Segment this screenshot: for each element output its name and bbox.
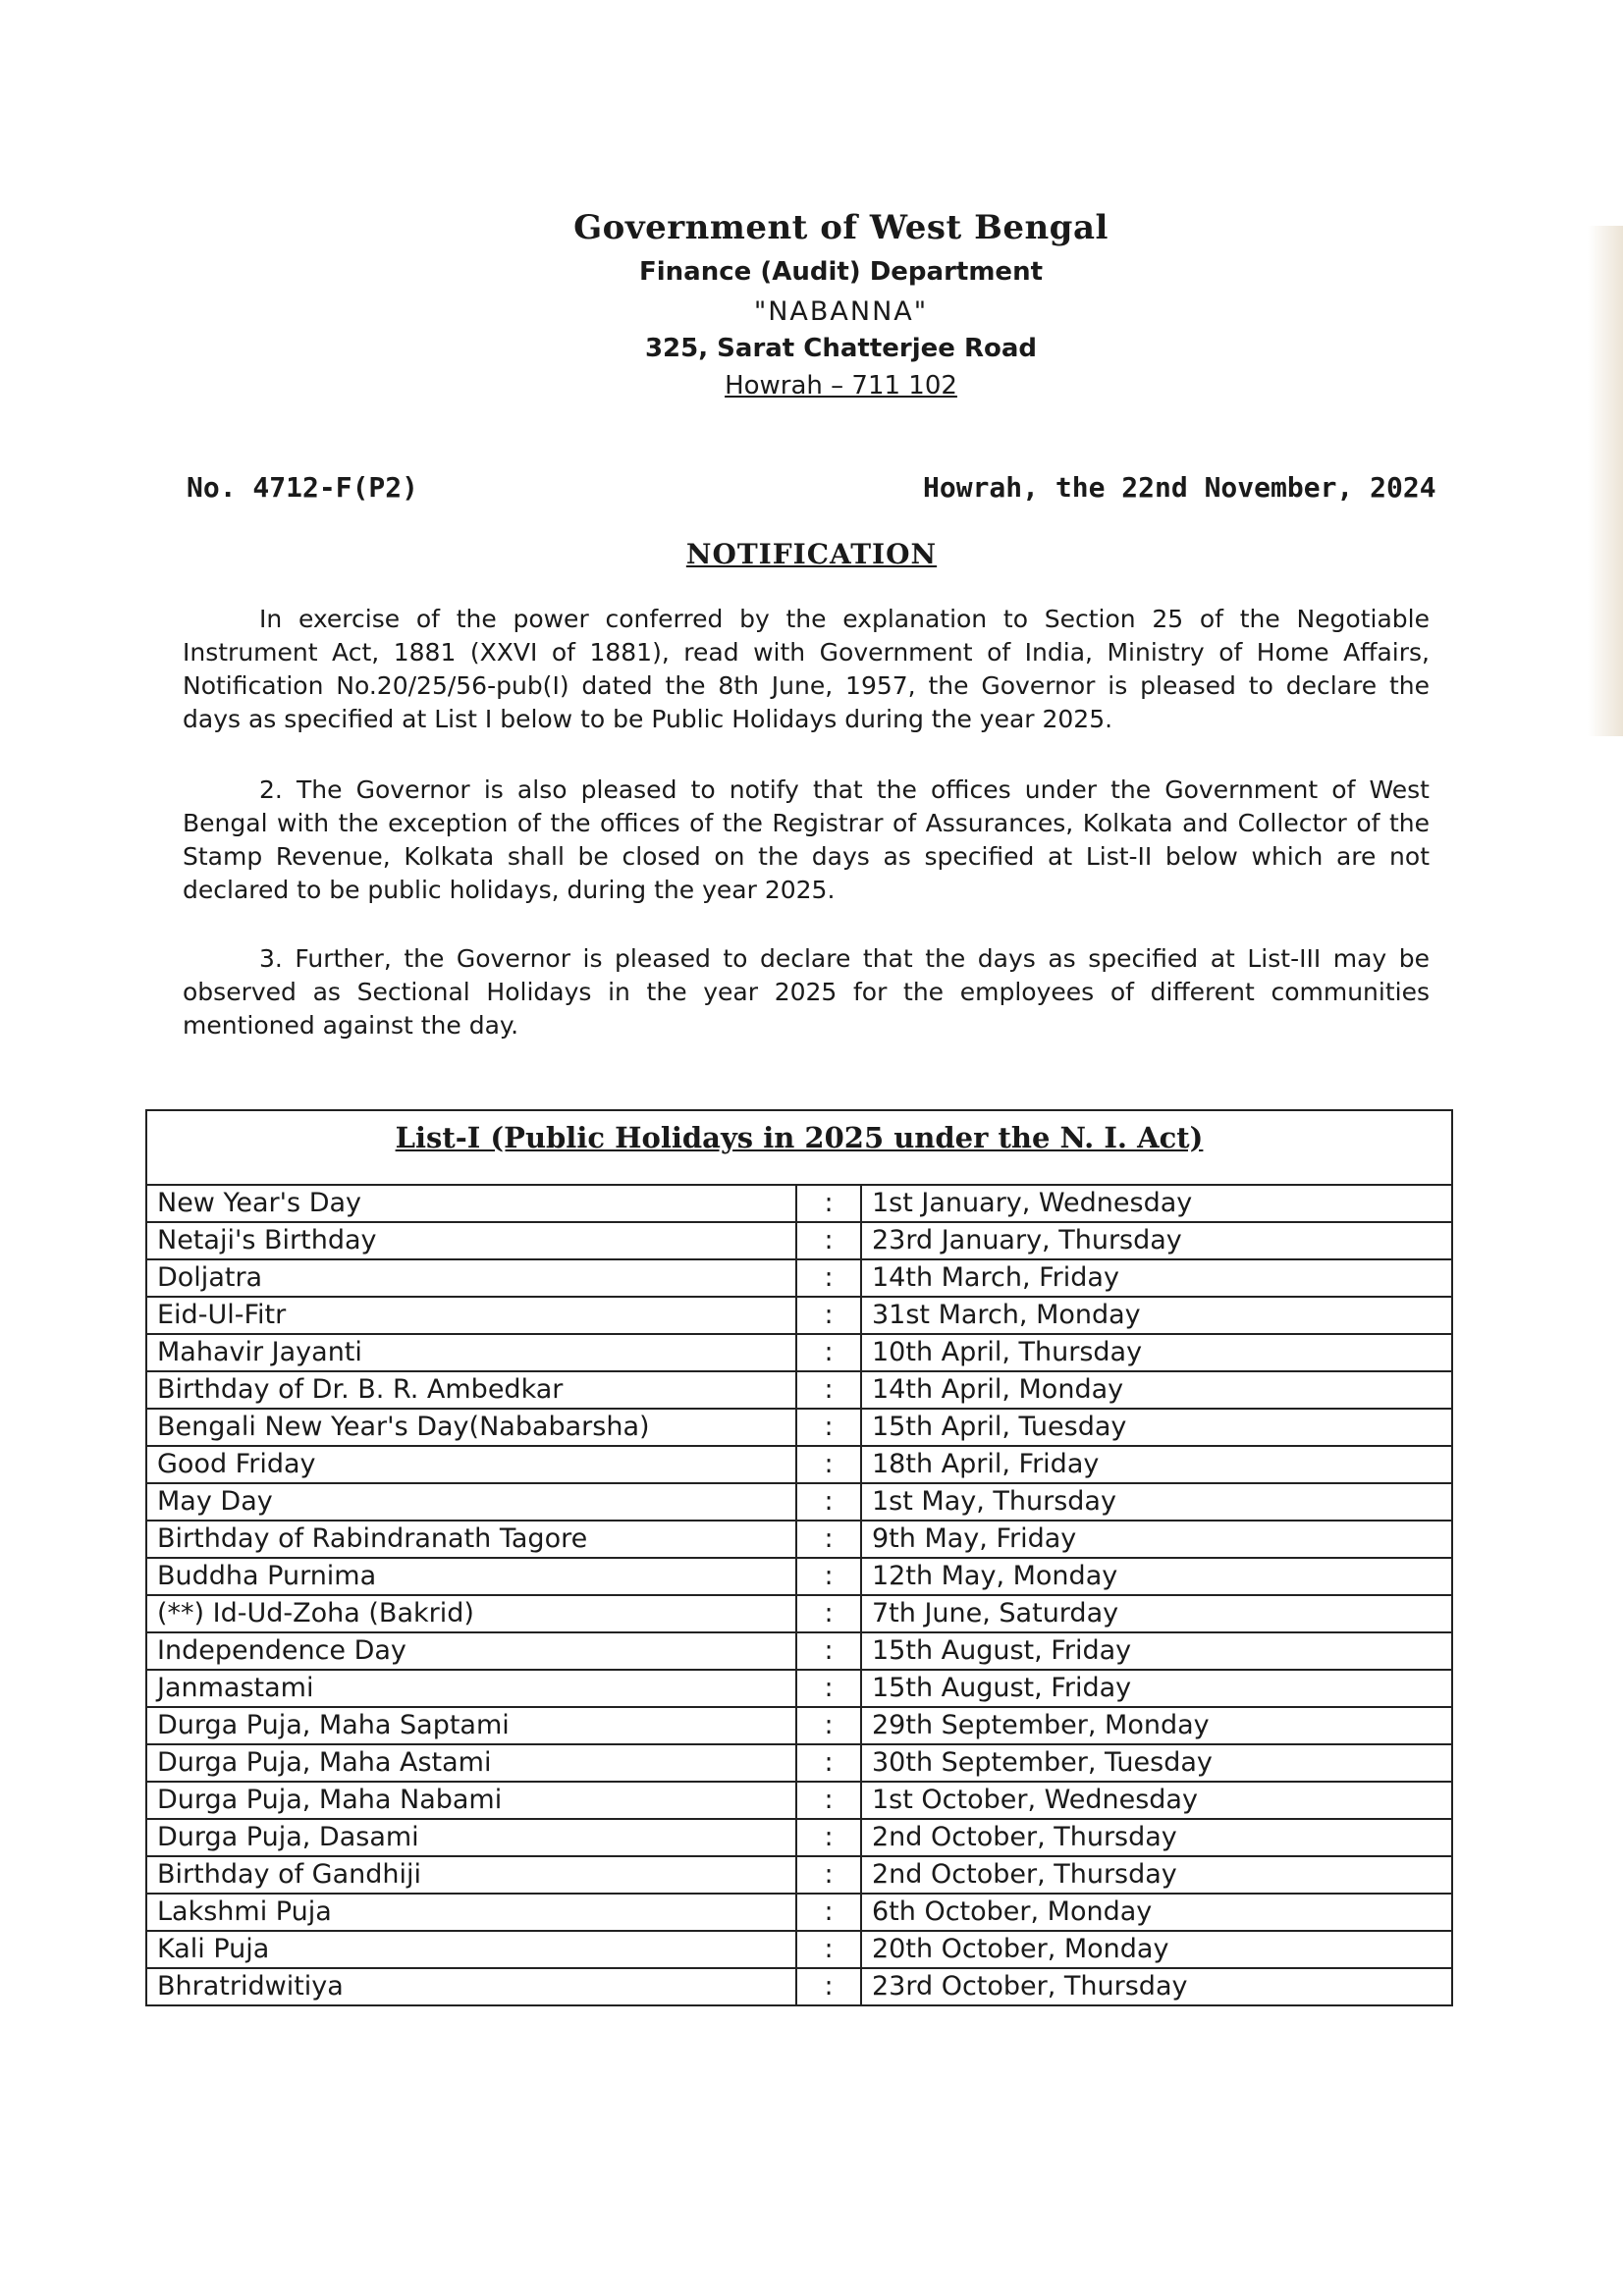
holiday-date: 7th June, Saturday (861, 1595, 1452, 1632)
table-row (146, 1670, 1452, 1707)
department-name: Finance (Audit) Department (638, 257, 1044, 287)
table-row (146, 1744, 1452, 1782)
holiday-name: Durga Puja, Maha Saptami (146, 1707, 796, 1744)
holiday-date: 20th October, Monday (861, 1931, 1452, 1968)
holiday-name: Eid-Ul-Fitr (146, 1297, 796, 1334)
government-title: Government of West Bengal (573, 208, 1109, 247)
separator: : (796, 1707, 861, 1744)
table-row (146, 1856, 1452, 1894)
holiday-name: May Day (146, 1483, 796, 1521)
holiday-name: Janmastami (146, 1670, 796, 1707)
holiday-date: 15th April, Tuesday (861, 1409, 1452, 1446)
holiday-name: New Year's Day (146, 1185, 796, 1222)
holiday-name: Netaji's Birthday (146, 1222, 796, 1259)
holiday-name: Kali Puja (146, 1931, 796, 1968)
separator: : (796, 1894, 861, 1931)
separator: : (796, 1483, 861, 1521)
reference-date: Howrah, the 22nd November, 2024 (923, 471, 1436, 504)
table-row (146, 1968, 1452, 2005)
building-name: "NABANNA" (753, 296, 929, 327)
holiday-date: 1st January, Wednesday (861, 1185, 1452, 1222)
table-row (146, 1409, 1452, 1446)
holiday-name: Durga Puja, Dasami (146, 1819, 796, 1856)
holiday-date: 14th March, Friday (861, 1259, 1452, 1297)
holiday-date: 1st October, Wednesday (861, 1782, 1452, 1819)
table-row (146, 1483, 1452, 1521)
table-row (146, 1259, 1452, 1297)
separator: : (796, 1371, 861, 1409)
separator: : (796, 1744, 861, 1782)
holiday-date: 10th April, Thursday (861, 1334, 1452, 1371)
reference-number: No. 4712-F(P2) (187, 471, 419, 504)
separator: : (796, 1632, 861, 1670)
holiday-date: 30th September, Tuesday (861, 1744, 1452, 1782)
notification-title: NOTIFICATION (685, 538, 938, 570)
holiday-date: 1st May, Thursday (861, 1483, 1452, 1521)
separator: : (796, 1595, 861, 1632)
city-line: Howrah – 711 102 (725, 371, 957, 400)
separator: : (796, 1856, 861, 1894)
list-1-header-box (145, 1109, 1453, 1184)
table-row (146, 1931, 1452, 1968)
holiday-date: 9th May, Friday (861, 1521, 1452, 1558)
holiday-date: 23rd October, Thursday (861, 1968, 1452, 2005)
holiday-table-body (146, 1185, 1452, 2005)
holiday-name: Birthday of Gandhiji (146, 1856, 796, 1894)
holiday-name: Lakshmi Puja (146, 1894, 796, 1931)
table-row (146, 1185, 1452, 1222)
paragraph-3: 3. Further, the Governor is pleased to declare that the days as specified at List-III may be observed as Sectional Holidays in the year 2025 for the employees of different communities mentioned against the day. (183, 944, 1430, 1040)
holiday-name: Good Friday (146, 1446, 796, 1483)
separator: : (796, 1297, 861, 1334)
holiday-name: Independence Day (146, 1632, 796, 1670)
separator: : (796, 1185, 861, 1222)
holiday-date: 12th May, Monday (861, 1558, 1452, 1595)
separator: : (796, 1670, 861, 1707)
paragraph-2: 2. The Governor is also pleased to notify that the offices under the Government of West Bengal with the exception of the offices of the Registrar of Assurances, Kolkata and Collector of the Stamp Revenue, Kolkata shall be closed on the days as specified at List-II below which are not declared to be public holidays, during the year 2025. (183, 775, 1430, 904)
holiday-name: (**) Id-Ud-Zoha (Bakrid) (146, 1595, 796, 1632)
separator: : (796, 1931, 861, 1968)
separator: : (796, 1446, 861, 1483)
table-row (146, 1521, 1452, 1558)
holiday-name: Birthday of Rabindranath Tagore (146, 1521, 796, 1558)
holiday-name: Durga Puja, Maha Nabami (146, 1782, 796, 1819)
holiday-date: 29th September, Monday (861, 1707, 1452, 1744)
holiday-date: 2nd October, Thursday (861, 1856, 1452, 1894)
table-row (146, 1632, 1452, 1670)
holiday-date: 15th August, Friday (861, 1670, 1452, 1707)
holiday-table (145, 1184, 1453, 2006)
list-1-title: List-I (Public Holidays in 2025 under the N. I. Act) (395, 1121, 1204, 1154)
holiday-name: Mahavir Jayanti (146, 1334, 796, 1371)
separator: : (796, 1968, 861, 2005)
holiday-name: Bengali New Year's Day(Nababarsha) (146, 1409, 796, 1446)
table-row (146, 1707, 1452, 1744)
table-row (146, 1819, 1452, 1856)
holiday-date: 2nd October, Thursday (861, 1819, 1452, 1856)
holiday-name: Birthday of Dr. B. R. Ambedkar (146, 1371, 796, 1409)
table-row (146, 1297, 1452, 1334)
separator: : (796, 1222, 861, 1259)
holiday-date: 18th April, Friday (861, 1446, 1452, 1483)
separator: : (796, 1819, 861, 1856)
address-line: 325, Sarat Chatterjee Road (644, 334, 1038, 363)
holiday-date: 31st March, Monday (861, 1297, 1452, 1334)
holiday-date: 15th August, Friday (861, 1632, 1452, 1670)
separator: : (796, 1782, 861, 1819)
holiday-date: 14th April, Monday (861, 1371, 1452, 1409)
table-row (146, 1558, 1452, 1595)
separator: : (796, 1409, 861, 1446)
table-row (146, 1334, 1452, 1371)
separator: : (796, 1334, 861, 1371)
holiday-date: 23rd January, Thursday (861, 1222, 1452, 1259)
separator: : (796, 1521, 861, 1558)
separator: : (796, 1259, 861, 1297)
table-row (146, 1595, 1452, 1632)
holiday-name: Bhratridwitiya (146, 1968, 796, 2005)
paragraph-1: In exercise of the power conferred by the explanation to Section 25 of the Negotiable Instrument Act, 1881 (XXVI of 1881), read with Government of India, Ministry of Home Affairs, Notification No.20/25/56-pub(I) dated the 8th June, 1957, the Governor is pleased to declare the days as specified at List I below to be Public Holidays during the year 2025. (183, 605, 1430, 733)
table-row (146, 1782, 1452, 1819)
holiday-name: Buddha Purnima (146, 1558, 796, 1595)
table-row (146, 1446, 1452, 1483)
table-row (146, 1371, 1452, 1409)
holiday-name: Durga Puja, Maha Astami (146, 1744, 796, 1782)
table-row (146, 1894, 1452, 1931)
table-row (146, 1222, 1452, 1259)
holiday-name: Doljatra (146, 1259, 796, 1297)
separator: : (796, 1558, 861, 1595)
holiday-date: 6th October, Monday (861, 1894, 1452, 1931)
